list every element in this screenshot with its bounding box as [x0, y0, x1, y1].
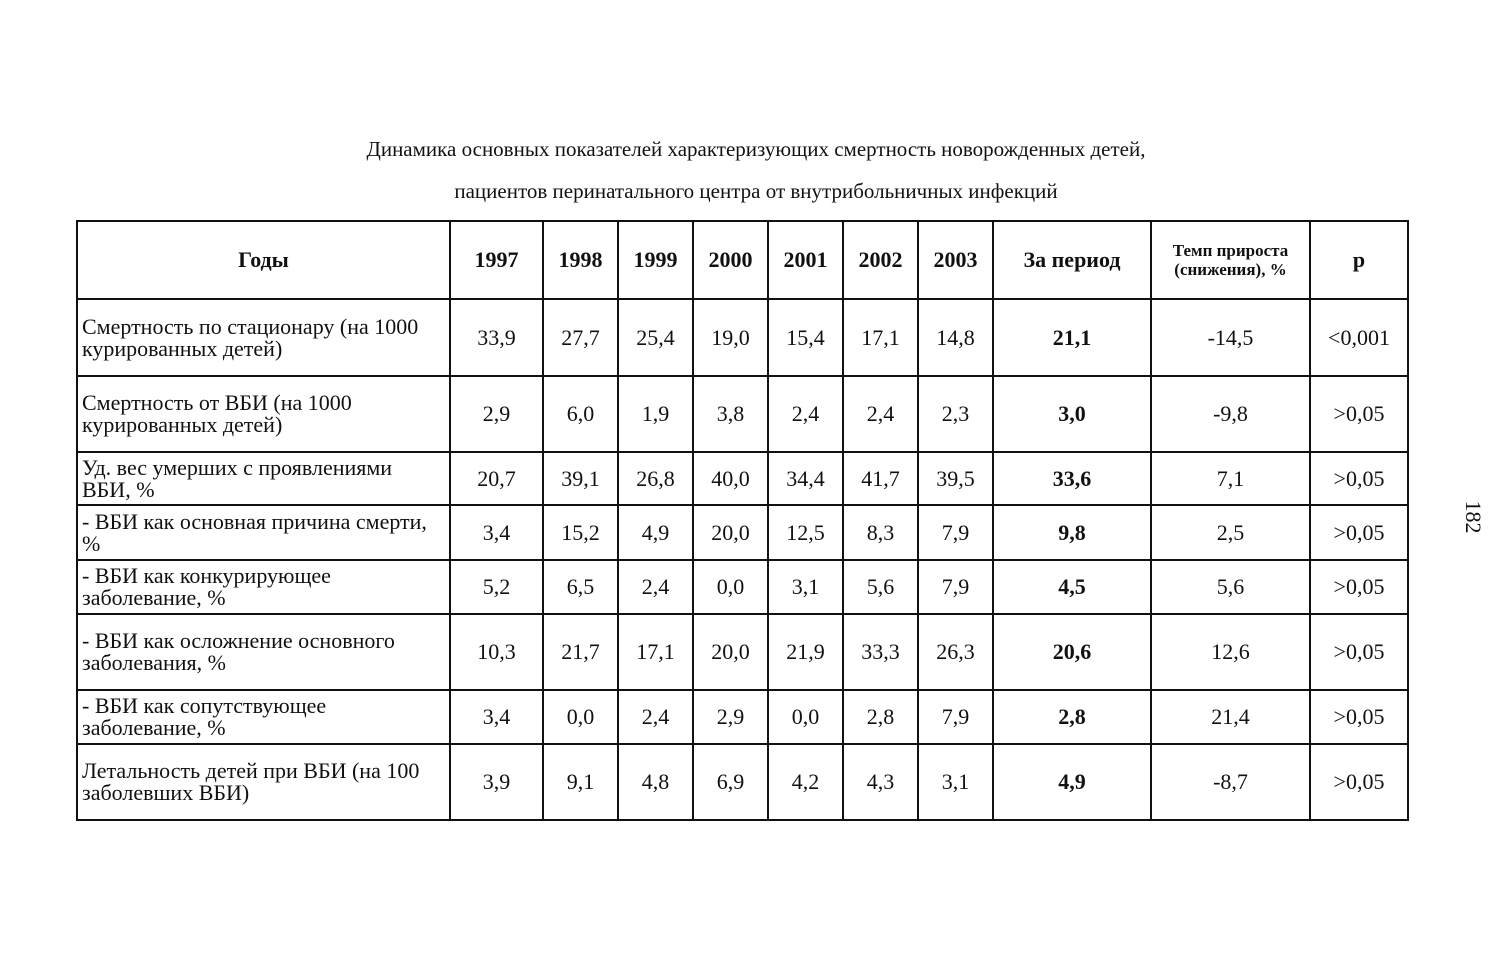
header-1998: 1998: [543, 221, 618, 299]
growth-rate-cell: 12,6: [1151, 614, 1310, 690]
period-cell: 4,5: [993, 560, 1151, 614]
value-cell-2001: 21,9: [768, 614, 843, 690]
header-2002: 2002: [843, 221, 918, 299]
value-cell-2002: 33,3: [843, 614, 918, 690]
period-cell: 9,8: [993, 505, 1151, 560]
value-cell-2000: 40,0: [693, 452, 768, 505]
p-value-cell: >0,05: [1310, 690, 1408, 744]
row-label: Уд. вес умерших с проявлениями ВБИ, %: [77, 452, 450, 505]
value-cell-1999: 2,4: [618, 690, 693, 744]
value-cell-2003: 3,1: [918, 744, 993, 820]
table-row: [77, 299, 1408, 376]
value-cell-1999: 17,1: [618, 614, 693, 690]
growth-rate-cell: -14,5: [1151, 299, 1310, 376]
value-cell-1997: 3,9: [450, 744, 543, 820]
p-value-cell: >0,05: [1310, 505, 1408, 560]
table-row: [77, 690, 1408, 744]
header-p: p: [1310, 221, 1408, 299]
value-cell-1997: 2,9: [450, 376, 543, 452]
period-cell: 2,8: [993, 690, 1151, 744]
value-cell-1998: 39,1: [543, 452, 618, 505]
row-label: - ВБИ как осложнение основного заболевания, %: [77, 614, 450, 690]
period-cell: 33,6: [993, 452, 1151, 505]
p-value-cell: <0,001: [1310, 299, 1408, 376]
growth-rate-cell: 7,1: [1151, 452, 1310, 505]
value-cell-1997: 5,2: [450, 560, 543, 614]
p-value-cell: >0,05: [1310, 614, 1408, 690]
value-cell-2001: 15,4: [768, 299, 843, 376]
value-cell-2000: 20,0: [693, 614, 768, 690]
value-cell-2000: 20,0: [693, 505, 768, 560]
table-row: [77, 744, 1408, 820]
value-cell-1999: 1,9: [618, 376, 693, 452]
value-cell-2000: 0,0: [693, 560, 768, 614]
value-cell-1997: 10,3: [450, 614, 543, 690]
value-cell-1999: 26,8: [618, 452, 693, 505]
value-cell-2002: 4,3: [843, 744, 918, 820]
period-cell: 4,9: [993, 744, 1151, 820]
growth-rate-cell: 5,6: [1151, 560, 1310, 614]
value-cell-1998: 15,2: [543, 505, 618, 560]
table-row: [77, 505, 1408, 560]
value-cell-2000: 3,8: [693, 376, 768, 452]
value-cell-2002: 17,1: [843, 299, 918, 376]
value-cell-2000: 19,0: [693, 299, 768, 376]
period-cell: 20,6: [993, 614, 1151, 690]
value-cell-2003: 7,9: [918, 560, 993, 614]
value-cell-1997: 3,4: [450, 690, 543, 744]
row-label: Смертность от ВБИ (на 1000 курированных детей): [77, 376, 450, 452]
value-cell-1997: 20,7: [450, 452, 543, 505]
value-cell-2002: 8,3: [843, 505, 918, 560]
row-label: Летальность детей при ВБИ (на 100 заболевших ВБИ): [77, 744, 450, 820]
header-2001: 2001: [768, 221, 843, 299]
p-value-cell: >0,05: [1310, 560, 1408, 614]
value-cell-1998: 9,1: [543, 744, 618, 820]
value-cell-1998: 6,5: [543, 560, 618, 614]
table-row: [77, 614, 1408, 690]
value-cell-2001: 0,0: [768, 690, 843, 744]
table-row: [77, 560, 1408, 614]
value-cell-2002: 2,4: [843, 376, 918, 452]
header-1999: 1999: [618, 221, 693, 299]
header-2000: 2000: [693, 221, 768, 299]
value-cell-1997: 33,9: [450, 299, 543, 376]
value-cell-2000: 2,9: [693, 690, 768, 744]
value-cell-2003: 14,8: [918, 299, 993, 376]
value-cell-2002: 41,7: [843, 452, 918, 505]
table-caption-line-1: Динамика основных показателей характеризующих смертность новорожденных детей,: [366, 137, 1146, 161]
table-caption-line-2: пациентов перинатального центра от внутрибольничных инфекций: [454, 179, 1058, 203]
value-cell-2001: 4,2: [768, 744, 843, 820]
row-label: - ВБИ как сопутствующее заболевание, %: [77, 690, 450, 744]
value-cell-1999: 4,9: [618, 505, 693, 560]
header-2003: 2003: [918, 221, 993, 299]
value-cell-1999: 2,4: [618, 560, 693, 614]
value-cell-2000: 6,9: [693, 744, 768, 820]
growth-rate-cell: 2,5: [1151, 505, 1310, 560]
header-years: Годы: [77, 221, 450, 299]
period-cell: 3,0: [993, 376, 1151, 452]
page-number: 182: [1461, 500, 1486, 534]
mortality-table: [76, 220, 1409, 821]
value-cell-1998: 21,7: [543, 614, 618, 690]
value-cell-2003: 26,3: [918, 614, 993, 690]
value-cell-1997: 3,4: [450, 505, 543, 560]
value-cell-1998: 27,7: [543, 299, 618, 376]
value-cell-2001: 3,1: [768, 560, 843, 614]
value-cell-2003: 7,9: [918, 505, 993, 560]
header-period: За период: [993, 221, 1151, 299]
value-cell-1998: 0,0: [543, 690, 618, 744]
value-cell-1999: 4,8: [618, 744, 693, 820]
value-cell-2001: 34,4: [768, 452, 843, 505]
p-value-cell: >0,05: [1310, 744, 1408, 820]
value-cell-1999: 25,4: [618, 299, 693, 376]
header-1997: 1997: [450, 221, 543, 299]
row-label: - ВБИ как конкурирующее заболевание, %: [77, 560, 450, 614]
header-row: [77, 221, 1408, 299]
growth-rate-cell: 21,4: [1151, 690, 1310, 744]
header-growth-rate: Темп прироста (снижения), %: [1151, 221, 1310, 299]
row-label: Смертность по стационару (на 1000 курированных детей): [77, 299, 450, 376]
table-row: [77, 376, 1408, 452]
period-cell: 21,1: [993, 299, 1151, 376]
p-value-cell: >0,05: [1310, 376, 1408, 452]
table-row: [77, 452, 1408, 505]
value-cell-2003: 7,9: [918, 690, 993, 744]
value-cell-2002: 2,8: [843, 690, 918, 744]
p-value-cell: >0,05: [1310, 452, 1408, 505]
value-cell-1998: 6,0: [543, 376, 618, 452]
growth-rate-cell: -8,7: [1151, 744, 1310, 820]
value-cell-2001: 12,5: [768, 505, 843, 560]
value-cell-2002: 5,6: [843, 560, 918, 614]
value-cell-2003: 2,3: [918, 376, 993, 452]
growth-rate-cell: -9,8: [1151, 376, 1310, 452]
value-cell-2003: 39,5: [918, 452, 993, 505]
row-label: - ВБИ как основная причина смерти, %: [77, 505, 450, 560]
value-cell-2001: 2,4: [768, 376, 843, 452]
